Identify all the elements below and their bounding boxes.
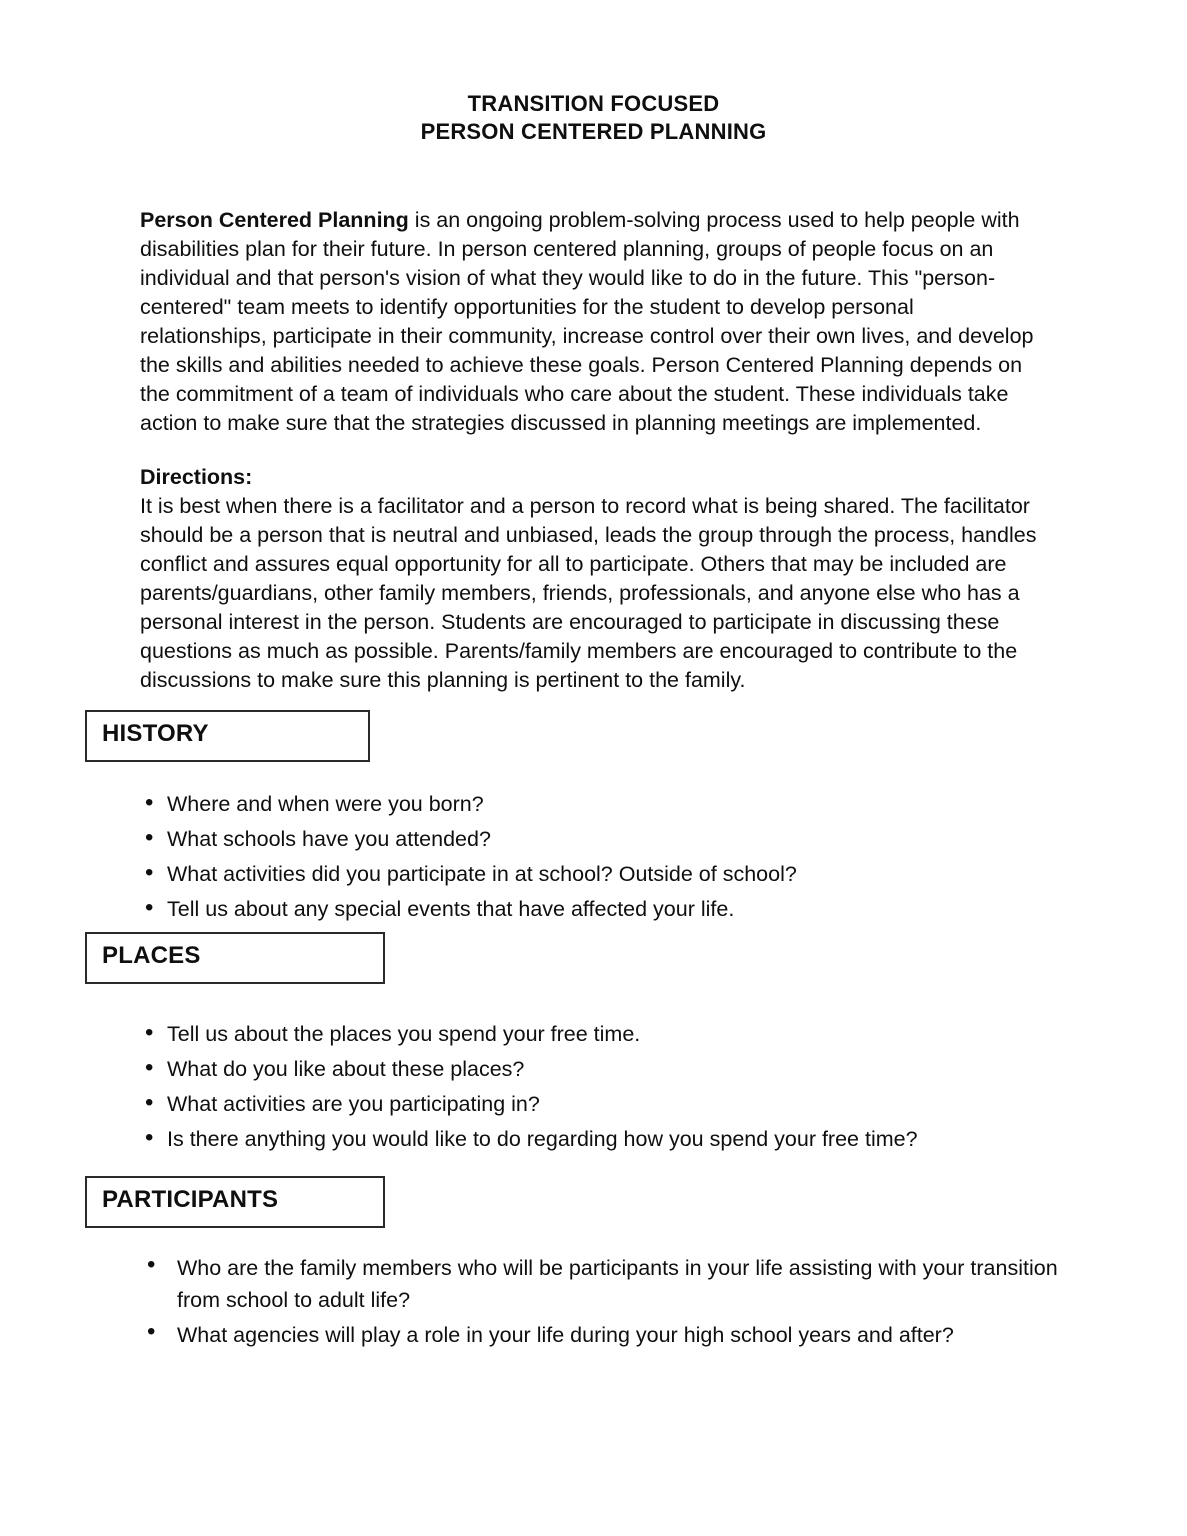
bullet-item: • What activities are you participating in? (145, 1090, 1067, 1119)
section-heading-participants (85, 1176, 385, 1228)
intro-lead-text: Person Centered Planning (140, 208, 409, 232)
bullet-item: • What schools have you attended? (145, 825, 1067, 854)
participants-bullet-list (0, 1252, 1187, 1351)
directions-heading: Directions: (140, 465, 253, 489)
places-bullet-list (0, 1020, 1187, 1154)
section-heading-places-label: PLACES (102, 942, 201, 969)
section-heading-participants-label: PARTICIPANTS (102, 1186, 279, 1213)
intro-body-text: is an ongoing problem-solving process used to help people with disabilities plan for their future. In person centered planning, groups of people focus on an individual and that person's vision of what they would like to do in the future. This "person-centered" team meets to identify opportunities for the student to develop personal relationships, participate in their community, increase control over their own lives, and develop the skills and abilities needed to achieve these goals. Person Centered Planning depends on the commitment of a team of individuals who care about the student. These individuals take action to make sure that the strategies discussed in planning meetings are implemented. (140, 208, 1034, 435)
directions-body: It is best when there is a facilitator and a person to record what is being shared. The facilitator should be a person that is neutral and unbiased, leads the group through the process, handles conflict and assures equal opportunity for all to participate. Others that may be included are parents/guardians, other family members, friends, professionals, and anyone else who has a personal interest in the person. Students are encouraged to participate in discussing these questions as much as possible. Parents/family members are encouraged to contribute to the discussions to make sure this planning is pertinent to the family. (140, 494, 1037, 692)
page-title (0, 0, 1187, 146)
bullet-item: • What activities did you participate in at school? Outside of school? (145, 860, 1067, 889)
page-title-line2: PERSON CENTERED PLANNING (420, 119, 767, 144)
section-heading-history (85, 710, 370, 762)
bullet-item: • Is there anything you would like to do regarding how you spend your free time? (145, 1125, 1067, 1154)
intro-paragraph (140, 206, 1042, 438)
history-bullet-list (0, 790, 1187, 924)
page-title-line1: TRANSITION FOCUSED (467, 91, 720, 116)
section-heading-history-label: HISTORY (102, 720, 209, 747)
bullet-item: • What agencies will play a role in your life during your high school years and after? (145, 1319, 1067, 1351)
bullet-item: • Tell us about the places you spend your free time. (145, 1020, 1067, 1049)
bullet-item: • Tell us about any special events that have affected your life. (145, 895, 1067, 924)
section-heading-places (85, 932, 385, 984)
bullet-item: • Where and when were you born? (145, 790, 1067, 819)
bullet-item: • What do you like about these places? (145, 1055, 1067, 1084)
directions-section (140, 463, 1042, 695)
bullet-item: • Who are the family members who will be participants in your life assisting with your transition from school to adult life? (145, 1252, 1067, 1316)
